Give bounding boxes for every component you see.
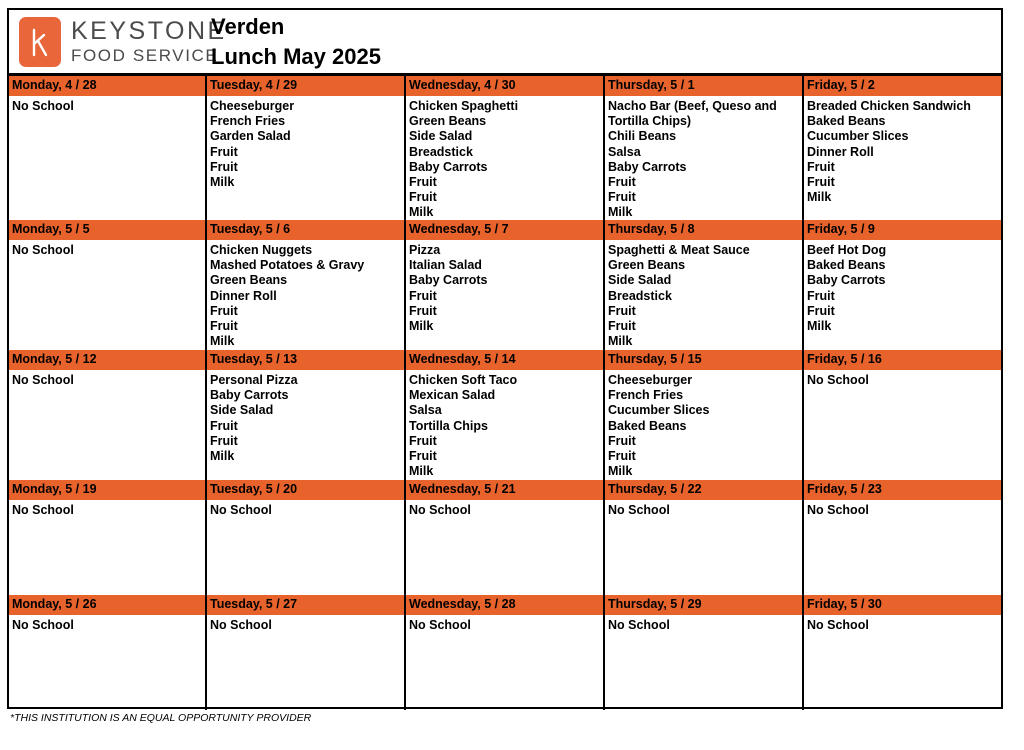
menu-item: Spaghetti & Meat Sauce [608,243,750,257]
menu-item: Fruit [409,303,437,318]
menu-item: Cucumber Slices [807,129,909,144]
menu-item: Milk [409,319,434,334]
week-row [9,480,1001,595]
day-menu-cell [9,370,205,480]
menu-item: Fruit [807,159,835,174]
day-menu-cell [9,500,205,595]
day-date-label: Tuesday, 5 / 20 [205,480,404,500]
day-body-row [9,370,1001,480]
day-body-row [9,96,1001,220]
day-header-row [9,220,1001,240]
keystone-logo-icon [19,17,61,67]
menu-item: Chicken Spaghetti [409,99,519,113]
menu-item: Dinner Roll [210,288,277,303]
menu-item: Garden Salad [210,129,291,144]
brand-subtitle: FOOD SERVICE [71,46,219,65]
day-date-label: Wednesday, 4 / 30 [404,76,603,96]
day-menu-cell [802,370,1001,480]
day-date-label: Tuesday, 5 / 27 [205,595,404,615]
menu-item: No School [807,618,869,632]
menu-item: Beef Hot Dog [807,243,887,257]
menu-item: Fruit [608,190,636,205]
menu-item: Baby Carrots [608,159,687,174]
menu-item: Fruit [210,319,238,334]
day-menu-cell [404,240,603,350]
menu-item: No School [12,618,74,632]
menu-item: Fruit [608,303,636,318]
day-menu-cell [802,240,1001,350]
day-date-label: Friday, 5 / 9 [802,220,1001,240]
brand-name: KEYSTONE [71,17,227,45]
day-date-label: Friday, 5 / 23 [802,480,1001,500]
day-menu-cell [205,500,404,595]
menu-item: No School [12,243,74,257]
day-body-row [9,240,1001,350]
menu-item: Fruit [210,418,238,433]
menu-item: Fruit [608,433,636,448]
menu-item: Pizza [409,243,441,257]
day-menu-cell [603,500,802,595]
menu-item: French Fries [608,388,684,403]
day-date-label: Wednesday, 5 / 7 [404,220,603,240]
menu-item: Cheeseburger [210,99,295,113]
menu-item: Mashed Potatoes & Gravy [210,258,365,273]
day-date-label: Thursday, 5 / 1 [603,76,802,96]
day-menu-cell [603,370,802,480]
day-date-label: Tuesday, 5 / 13 [205,350,404,370]
menu-item: Fruit [409,433,437,448]
menu-item: No School [12,373,74,387]
menu-item: No School [807,373,869,387]
menu-item: Milk [608,334,633,349]
menu-item: Fruit [210,159,238,174]
menu-item: Mexican Salad [409,388,496,403]
menu-item: Milk [608,464,633,479]
day-date-label: Monday, 5 / 12 [12,352,97,366]
menu-item: Milk [409,464,434,479]
day-date-label: Wednesday, 5 / 21 [404,480,603,500]
menu-item: Fruit [608,449,636,464]
day-menu-cell [404,96,603,220]
menu-item: Breaded Chicken Sandwich [807,99,971,113]
school-name: Verden [211,14,285,39]
menu-item: Baby Carrots [409,273,488,288]
day-header-row [9,480,1001,500]
day-body-row [9,615,1001,710]
menu-item: Baby Carrots [409,159,488,174]
menu-item: Baby Carrots [210,388,289,403]
menu-item: Milk [210,175,235,190]
day-menu-cell [9,615,205,710]
day-date-label: Thursday, 5 / 29 [603,595,802,615]
day-header-row [9,76,1001,96]
menu-item: Salsa [409,403,442,418]
day-menu-cell [205,370,404,480]
menu-calendar [7,8,1003,709]
day-header-row [9,595,1001,615]
day-date-label: Thursday, 5 / 8 [603,220,802,240]
day-date-label: Monday, 5 / 19 [12,482,97,496]
day-date-label: Wednesday, 5 / 14 [404,350,603,370]
menu-item: Fruit [210,144,238,159]
menu-item: Fruit [608,175,636,190]
week-row [9,76,1001,220]
menu-item: Chicken Nuggets [210,243,313,257]
menu-item: Green Beans [210,273,288,288]
menu-item: Green Beans [409,114,487,129]
equal-opportunity-note: *THIS INSTITUTION IS AN EQUAL OPPORTUNITY PROVIDER [10,712,312,724]
menu-item: Chili Beans [608,129,677,144]
menu-item: Personal Pizza [210,373,298,387]
day-menu-cell [205,615,404,710]
menu-item: Baked Beans [608,418,687,433]
menu-item: Baked Beans [807,258,886,273]
day-menu-cell [9,240,205,350]
menu-item: Breadstick [409,144,473,159]
menu-item: Nacho Bar (Beef, Queso and Tortilla Chips) [608,99,777,129]
menu-item: Fruit [409,175,437,190]
menu-item: Cucumber Slices [608,403,710,418]
menu-item: Chicken Soft Taco [409,373,518,387]
day-date-label: Monday, 4 / 28 [12,78,97,92]
day-date-label: Wednesday, 5 / 28 [404,595,603,615]
menu-item: Side Salad [608,273,672,288]
week-row [9,350,1001,480]
day-menu-cell [404,500,603,595]
menu-item: Fruit [807,175,835,190]
day-date-label: Friday, 5 / 2 [802,76,1001,96]
day-menu-cell [603,240,802,350]
menu-item: Fruit [210,303,238,318]
menu-item: Milk [210,334,235,349]
day-menu-cell [802,500,1001,595]
day-date-label: Monday, 5 / 5 [12,222,90,236]
menu-item: Fruit [409,288,437,303]
menu-item: Milk [608,205,633,220]
menu-item: Fruit [409,190,437,205]
day-header-row [9,350,1001,370]
menu-item: Tortilla Chips [409,418,488,433]
menu-item: Italian Salad [409,258,482,273]
day-date-label: Tuesday, 4 / 29 [205,76,404,96]
menu-item: No School [608,503,670,517]
menu-item: Fruit [608,319,636,334]
menu-item: Fruit [210,433,238,448]
menu-item: Green Beans [608,258,686,273]
menu-item: No School [807,503,869,517]
week-row [9,595,1001,710]
calendar-grid [9,76,1001,710]
menu-item: Fruit [409,449,437,464]
menu-item: Milk [807,190,832,205]
menu-item: No School [210,618,272,632]
menu-item: No School [608,618,670,632]
day-menu-cell [404,615,603,710]
menu-item: Side Salad [210,403,274,418]
menu-item: Salsa [608,144,641,159]
menu-item: Baked Beans [807,114,886,129]
menu-item: No School [409,503,471,517]
menu-item: Baby Carrots [807,273,886,288]
menu-item: No School [409,618,471,632]
menu-item: Milk [807,319,832,334]
menu-item: Milk [210,449,235,464]
menu-item: No School [12,99,74,113]
day-menu-cell [404,370,603,480]
menu-item: Milk [409,205,434,220]
menu-item: French Fries [210,114,286,129]
menu-item: Fruit [807,288,835,303]
day-date-label: Friday, 5 / 16 [802,350,1001,370]
day-menu-cell [205,96,404,220]
menu-item: Fruit [807,303,835,318]
day-menu-cell [603,615,802,710]
day-menu-cell [205,240,404,350]
day-menu-cell [9,96,205,220]
day-menu-cell [603,96,802,220]
day-date-label: Tuesday, 5 / 6 [205,220,404,240]
day-date-label: Friday, 5 / 30 [802,595,1001,615]
day-date-label: Thursday, 5 / 22 [603,480,802,500]
day-menu-cell [802,615,1001,710]
day-date-label: Thursday, 5 / 15 [603,350,802,370]
menu-item: Dinner Roll [807,144,874,159]
menu-item: No School [12,503,74,517]
day-date-label: Monday, 5 / 26 [12,597,97,611]
menu-header [9,10,1001,76]
menu-item: Side Salad [409,129,473,144]
menu-item: Cheeseburger [608,373,693,387]
day-body-row [9,500,1001,595]
day-menu-cell [802,96,1001,220]
week-row [9,220,1001,350]
menu-title: Lunch May 2025 [211,44,381,69]
menu-item: Breadstick [608,288,672,303]
menu-item: No School [210,503,272,517]
